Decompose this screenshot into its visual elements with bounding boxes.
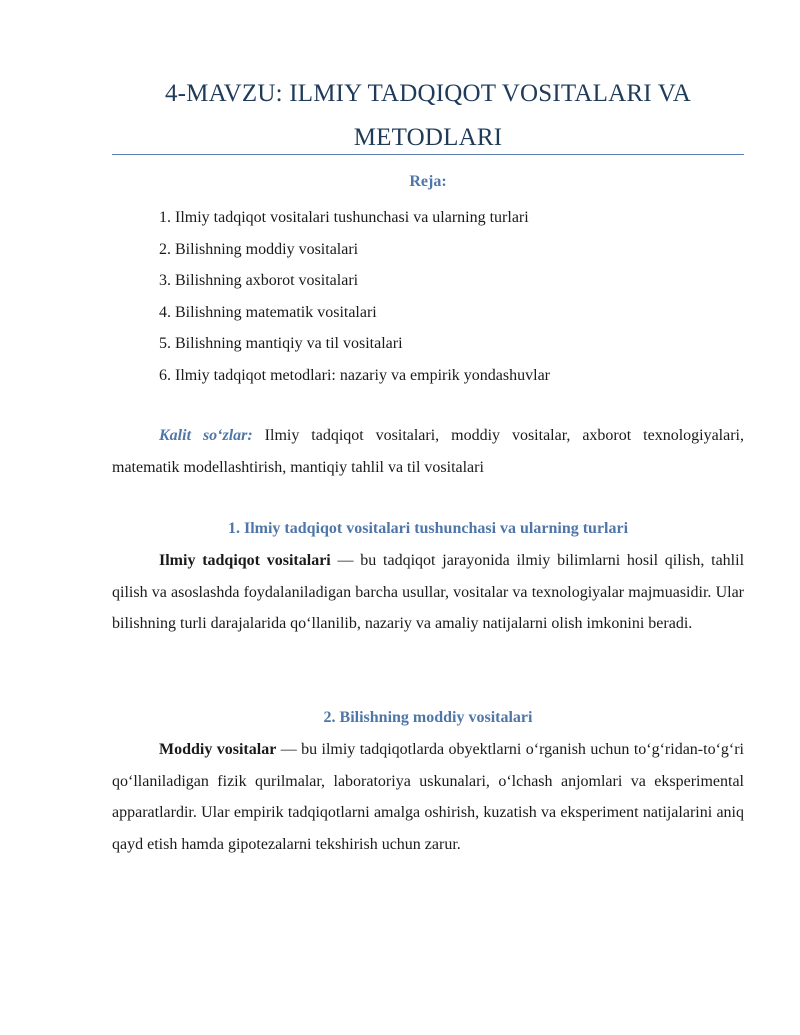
plan-item: 6. Ilmiy tadqiqot metodlari: nazariy va empirik yondashuvlar: [159, 366, 551, 384]
section-2-paragraph: [112, 734, 744, 860]
plan-item: 5. Bilishning mantiqiy va til vositalari: [159, 335, 403, 353]
keywords-paragraph: [112, 420, 744, 483]
title-line-1: 4-MAVZU: ILMIY TADQIQOT VOSITALARI VA: [164, 80, 692, 107]
title-divider: [112, 154, 744, 155]
section-1-body: — bu tadqiqot jarayonida ilmiy bilimlarni hosil qilish, tahlil qilish va asoslashda foydalaniladigan barcha usullar, vositalar va texnologiyalar majmuasidir. Ular bilishning turli darajalarida qo‘llanilib, nazariy va amaliy natijalarni olish imkonini beradi.: [112, 552, 745, 633]
plan-item: 4. Bilishning matematik vositalari: [159, 303, 377, 321]
keywords-text: Ilmiy tadqiqot vositalari, moddiy vositalar, axborot texnologiyalari, matematik modellashtirish, mantiqiy tahlil va til vositalari: [112, 427, 745, 476]
title-line-2: METODLARI: [353, 124, 503, 151]
plan-item: 1. Ilmiy tadqiqot vositalari tushunchasi va ularning turlari: [159, 209, 529, 226]
section-2-body: — bu ilmiy tadqiqotlarda obyektlarni o‘rganish uchun to‘g‘ridan-to‘g‘ri qo‘llaniladigan fizik qurilmalar, laboratoriya uskunalari, o‘lchash anjomlari va eksperimental apparatlardir. Ular empirik tadqiqotlarni amalga oshirish, kuzatish va eksperiment natijalarini aniq qayd etish hamda gipotezalarni tekshirish uchun zarur.: [112, 741, 745, 853]
section-1-term: Ilmiy tadqiqot vositalari: [159, 552, 331, 569]
plan-heading: Reja:: [409, 173, 447, 190]
plan-list: [159, 202, 550, 392]
section-heading-2: 2. Bilishning moddiy vositalari: [323, 709, 533, 726]
section-2-term: Moddiy vositalar: [159, 741, 277, 758]
plan-item: 2. Bilishning moddiy vositalari: [159, 240, 359, 258]
plan-item: 3. Bilishning axborot vositalari: [159, 272, 359, 290]
document-title: [112, 72, 744, 160]
keywords-label: Kalit so‘zlar:: [159, 427, 253, 444]
section-heading-1: 1. Ilmiy tadqiqot vositalari tushunchasi va ularning turlari: [227, 520, 629, 537]
section-1-paragraph: [112, 545, 744, 640]
